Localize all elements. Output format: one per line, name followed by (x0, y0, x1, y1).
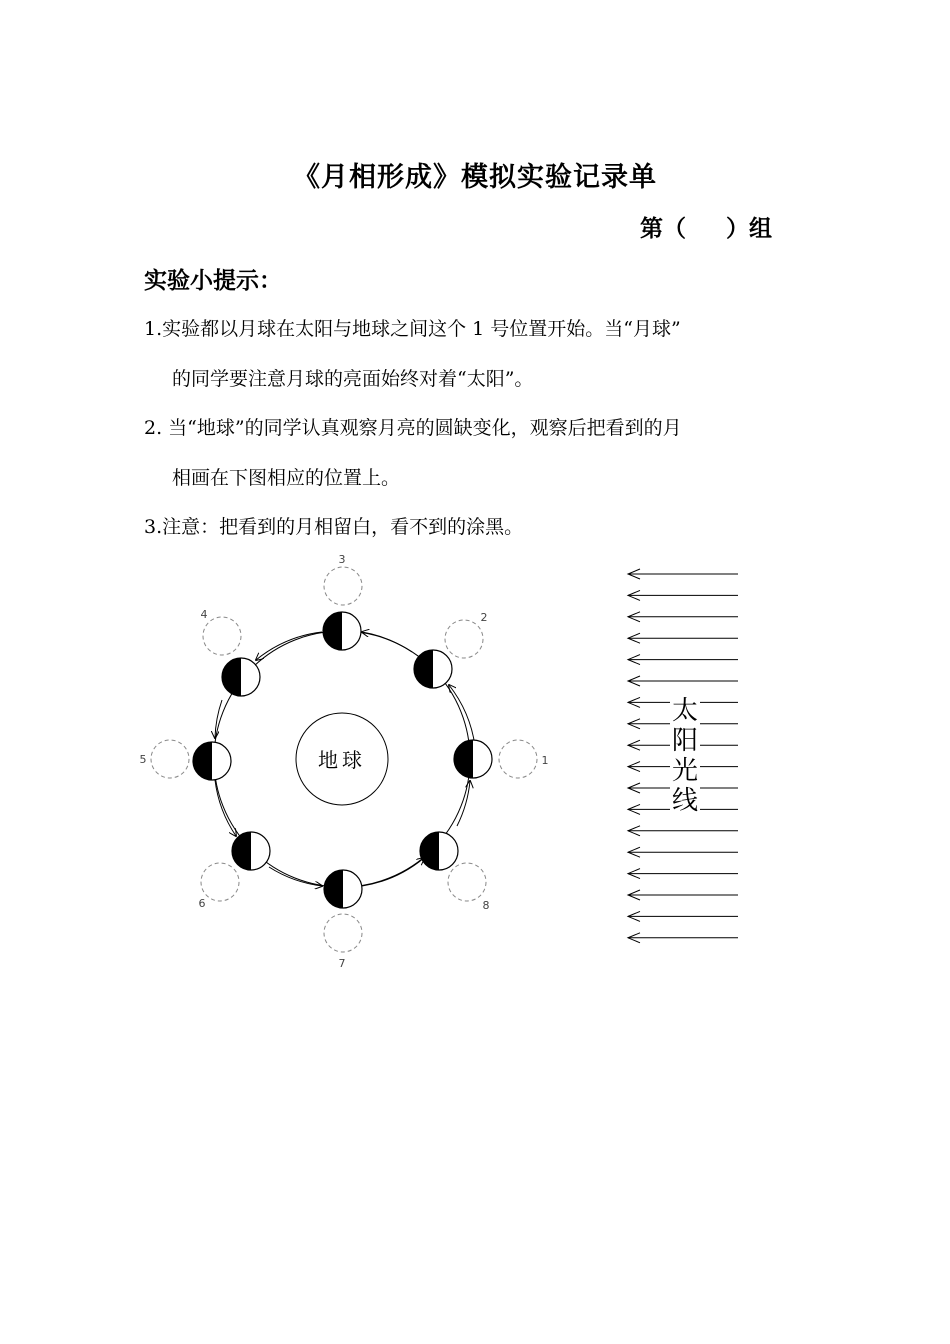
document-title: 《月相形成》模拟实验记录单 (293, 162, 657, 193)
sunlight-label-4: 线 (671, 786, 698, 816)
moon-position-1 (454, 740, 492, 778)
orbit-arrow (215, 780, 236, 836)
position-number-2: 2 (480, 611, 488, 624)
blank-phase-circle-3[interactable] (324, 567, 362, 605)
position-number-4: 4 (200, 608, 208, 621)
blank-phase-circle-7[interactable] (324, 914, 362, 952)
position-number-8: 8 (482, 899, 490, 912)
group-number-label: 第（ ）组 (640, 215, 773, 242)
moon-position-8 (420, 832, 458, 870)
position-number-1: 1 (541, 754, 549, 767)
orbit-arrow (269, 867, 322, 886)
moon-position-6 (232, 832, 270, 870)
moon-position-4 (222, 658, 260, 696)
position-number-6: 6 (198, 897, 206, 910)
sunlight-label-1: 太 (671, 696, 698, 726)
orbit-arrow (215, 700, 222, 738)
blank-phase-circle-5[interactable] (151, 740, 189, 778)
tip-1-line-2: 的同学要注意月球的亮面始终对着“太阳”。 (172, 368, 534, 390)
position-number-5: 5 (139, 753, 147, 766)
blank-phase-circle-1[interactable] (499, 740, 537, 778)
position-number-7: 7 (338, 957, 346, 970)
tip-1-line-1: 1.实验都以月球在太阳与地球之间这个 1 号位置开始。当“月球” (144, 318, 681, 340)
orbit-arrow (362, 632, 412, 652)
orbit-arrow (457, 781, 470, 826)
moon-position-2 (414, 650, 452, 688)
blank-phase-circle-4[interactable] (203, 617, 241, 655)
moon-position-5 (193, 742, 231, 780)
blank-phase-circle-6[interactable] (201, 863, 239, 901)
sunlight-label-2: 阳 (671, 726, 698, 756)
moon-position-7 (324, 870, 362, 908)
blank-phase-circle-8[interactable] (448, 863, 486, 901)
orbit-arrow (362, 858, 424, 886)
blank-phase-circle-2[interactable] (445, 620, 483, 658)
tips-heading: 实验小提示： (144, 267, 282, 294)
tip-2-line-2: 相画在下图相应的位置上。 (172, 467, 401, 489)
sunlight-label-3: 光 (671, 756, 698, 786)
tip-2-line-1: 2. 当“地球”的同学认真观察月亮的圆缺变化，观察后把看到的月 (144, 417, 682, 439)
tip-3-line-1: 3.注意：把看到的月相留白，看不到的涂黑。 (144, 516, 524, 538)
position-number-3: 3 (338, 553, 346, 566)
earth-label: 地球 (318, 748, 366, 772)
moon-position-3 (323, 612, 361, 650)
